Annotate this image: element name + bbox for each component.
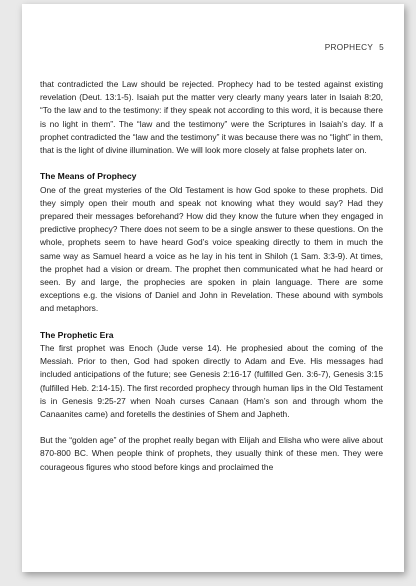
paragraph-means-of-prophecy: One of the great mysteries of the Old Testament is how God spoke to these prophets. Did they simply open their mouth and speak not knowing what they would say? Had they prepared their messages beforehand? How did they know the future when they engaged in predictive prophecy? There does not seem to be a single answer to these questions. On the whole, prophets seem to have heard God’s voice speaking directly to them in much the same way as Samuel heard a voice as he lay in his tent in Shiloh (1 Sam. 3:3-9). At times, the prophet had a vision or dream. The prophet then communicated what he had heard or seen. By and large, the prophecies are spoken in plain language. There are some exceptions e.g. the visions of Daniel and John in Revelation. These abound with symbols and metaphors. (40, 184, 383, 314)
running-header-title: PROPHECY (324, 43, 374, 52)
section-heading-means-of-prophecy: The Means of Prophecy (40, 171, 137, 182)
running-header (325, 43, 384, 52)
paragraph-continuation: that contradicted the Law should be rejected. Prophecy had to be tested against existing revelation (Deut. 13:1-5). Isaiah put the matter very clearly many years later in Isaiah 8:20, “To the law and to the testimony: if they speak not according to this word, it is because there is no light in them”. The “law and the testimony” were the Scriptures in Isaiah’s day. If a prophet contradicted the “law and the testimony” it was because there was no “light” in them, that is the light of divine illumination. We will look more closely at false prophets later on. (40, 79, 383, 156)
book-page (22, 4, 404, 572)
page-body (40, 78, 383, 474)
section-heading-prophetic-era: The Prophetic Era (40, 329, 114, 340)
paragraph-prophetic-era: The first prophet was Enoch (Jude verse 14). He prophesied about the coming of the Messiah. Prior to then, God had spoken directly to Adam and Eve. His messages had included anticipations of the future; see Genesis 2:16-17 (fulfilled Gen. 3:6-7), Genesis 3:15 (fulfilled Heb. 2:14-15). The first recorded prophecy through human lips in the Old Testament is in Genesis 9:25-27 when Noah curses Canaan (Ham’s son and through whom the Canaanites came) and foretells the destinies of Shem and Japheth. (40, 343, 383, 420)
paragraph-golden-age: But the “golden age” of the prophet really began with Elijah and Elisha who were alive about 870-800 BC. When people think of prophets, they usually think of these men. They were courageous figures who stood before kings and proclaimed the (40, 435, 383, 472)
page-number: 5 (379, 43, 384, 52)
